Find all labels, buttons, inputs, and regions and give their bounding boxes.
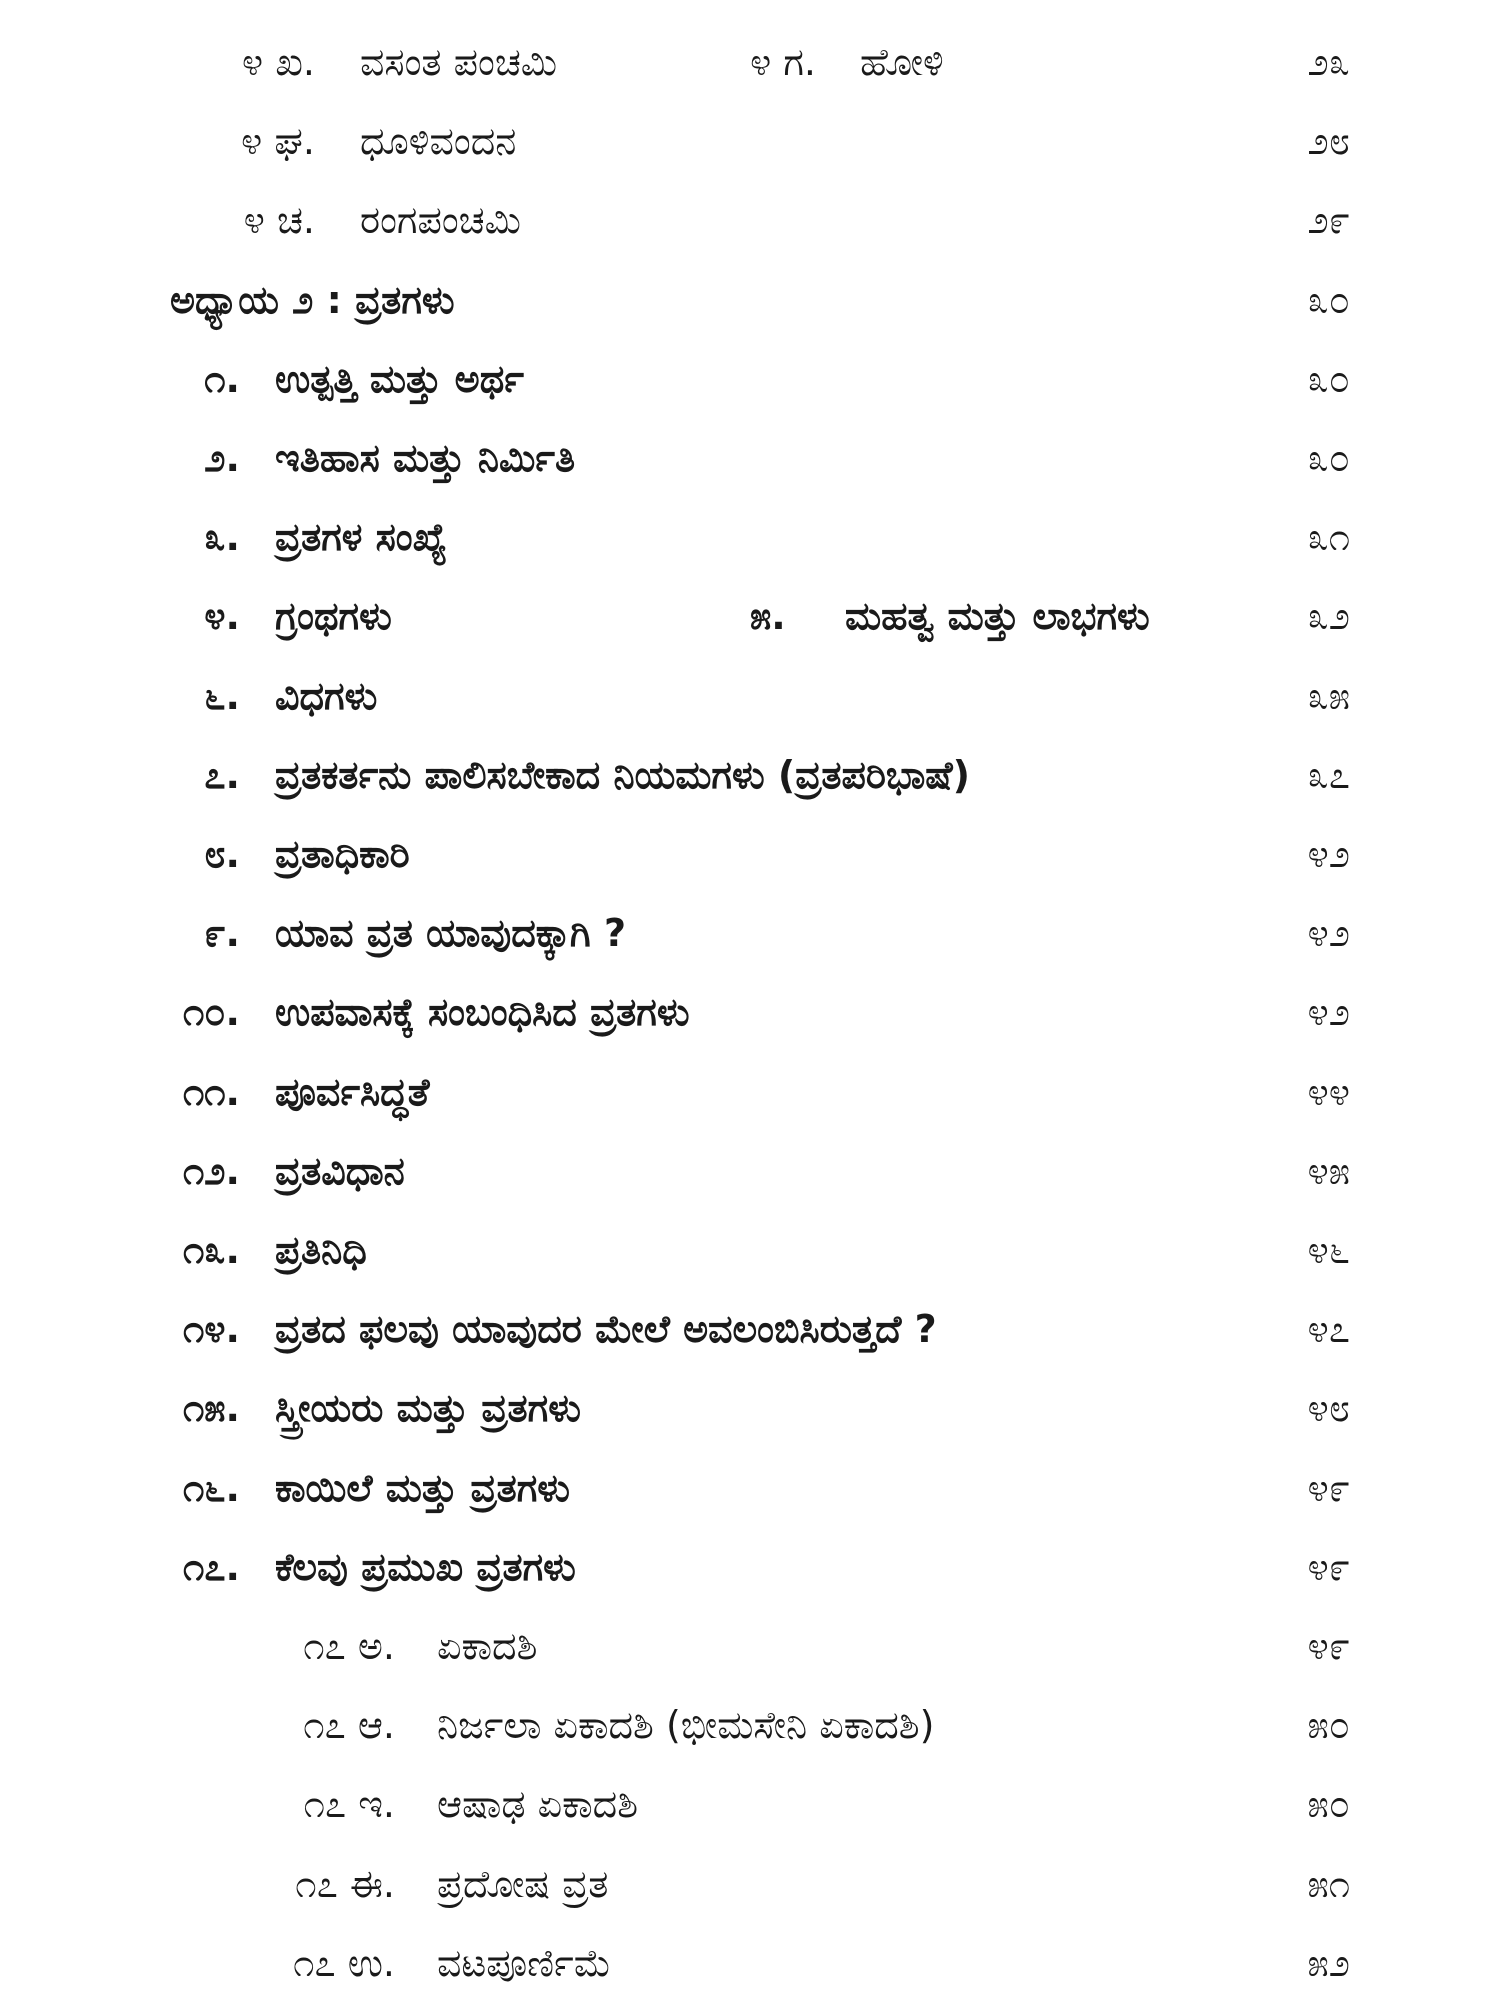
toc-entry-title: ಯಾವ ವ್ರತ ಯಾವುದಕ್ಕಾಗಿ ? [275,911,626,956]
toc-entry [0,497,1500,577]
toc-entry-page-number: ೩೦ [1307,356,1350,401]
toc-entry-title: ಕೆಲವು ಪ್ರಮುಖ ವ್ರತಗಳು [275,1544,576,1589]
toc-entry-page-number: ೨೮ [1307,119,1350,164]
toc-entry-number: ೨. [204,436,240,480]
toc-entry-page-number: ೪೨ [1307,832,1350,876]
toc-entry-title: ವಸಂತ ಪಂಚಮಿ [360,40,558,84]
toc-entry [0,339,1500,419]
toc-entry-title: ವಟಪೂರ್ಣಿಮೆ [437,1940,612,1985]
toc-entry-number: ೪ ಚ. [243,198,315,243]
toc-entry [0,1448,1500,1528]
toc-entry-page-number: ೪೮ [1307,1386,1350,1431]
toc-entry-title: ವಿಧಗಳು [275,673,378,718]
toc-entry-title: ಏಕಾದಶಿ [437,1624,538,1668]
toc-entry-title-secondary: ಮಹತ್ವ ಮತ್ತು ಲಾಭಗಳು [845,594,1150,639]
toc-entry-page-number: ೪೯ [1307,1544,1350,1589]
toc-entry-number: ೯. [204,911,240,956]
toc-entry-title: ವ್ರತಕರ್ತನು ಪಾಲಿಸಬೇಕಾದ ನಿಯಮಗಳು (ವ್ರತಪರಿಭಾಷೆ) [275,752,971,797]
toc-entry-page-number: ೩೨ [1307,594,1350,639]
toc-entry-number: ೧. [204,356,240,401]
toc-entry-number: ೮. [204,832,240,876]
toc-entry-number: ೧೨. [183,1148,240,1193]
toc-entry-title: ಆಷಾಢ ಏಕಾದಶಿ [437,1782,639,1827]
toc-entry-number: ೧೪. [183,1307,240,1352]
toc-entry-title: ಉತ್ಪತ್ತಿ ಮತ್ತು ಅರ್ಥ [275,356,524,401]
toc-entry-page-number: ೩೦ [1307,436,1350,480]
toc-entry-number: ೧೬. [183,1465,240,1510]
toc-entry-page-number: ೫೧ [1307,1861,1350,1906]
toc-entry-title: ಇತಿಹಾಸ ಮತ್ತು ನಿರ್ಮಿತಿ [275,436,576,480]
toc-entry [0,22,1500,102]
toc-entry-title: ಕಾಯಿಲೆ ಮತ್ತು ವ್ರತಗಳು [275,1465,571,1510]
toc-entry [0,1923,1500,2003]
toc-entry-number: ೧೫. [183,1386,240,1431]
toc-entry [0,1764,1500,1844]
toc-entry-page-number: ೩೭ [1307,752,1350,797]
toc-entry [0,735,1500,815]
toc-entry-page-number: ೫೦ [1307,1703,1350,1748]
toc-entry-page-number: ೪೪ [1307,1069,1350,1114]
toc-entry [0,893,1500,973]
toc-entry-title: ವ್ರತಗಳ ಸಂಖ್ಯೆ [275,515,448,560]
toc-entry [0,1131,1500,1211]
toc-entry-number-secondary: ೫. [750,594,786,639]
toc-entry-number: ೧೧. [183,1069,240,1114]
toc-entry-number-secondary: ೪ ಗ. [750,40,816,84]
toc-entry-title: ಗ್ರಂಥಗಳು [275,594,392,639]
toc-entry-number: ೧೩. [183,1228,240,1272]
toc-entry-title: ವ್ರತದ ಫಲವು ಯಾವುದರ ಮೇಲೆ ಅವಲಂಬಿಸಿರುತ್ತದೆ ? [275,1307,937,1352]
toc-entry [0,101,1500,181]
toc-entry-number: ೧೦. [183,990,240,1035]
toc-entry-number: ೪ ಖ. [241,40,315,84]
toc-entry-page-number: ೫೨ [1307,1940,1350,1985]
toc-entry-number: ೧೭ ಇ. [303,1782,395,1827]
toc-entry-number: ೧೭ ಅ. [303,1624,395,1668]
toc-entry-page-number: ೨೩ [1307,40,1350,84]
toc-entry-number: ೧೭ ಉ. [293,1940,395,1985]
toc-entry-page-number: ೪೭ [1307,1307,1350,1352]
toc-entry [0,180,1500,260]
toc-entry-page-number: ೪೬ [1307,1228,1350,1272]
toc-entry [0,418,1500,498]
toc-entry-title: ಪ್ರತಿನಿಧಿ [275,1228,367,1272]
toc-entry [0,576,1500,656]
toc-entry-page-number: ೩೫ [1307,673,1350,718]
toc-entry-page-number: ೩೧ [1307,515,1350,560]
toc-entry-number: ೧೭. [183,1544,240,1589]
toc-entry-number: ೧೭ ಈ. [295,1861,395,1906]
toc-entry-page-number: ೪೯ [1307,1624,1350,1668]
toc-entry-title: ಪ್ರದೋಷ ವ್ರತ [437,1861,609,1906]
toc-entry-number: ೭. [204,752,240,797]
toc-entry-page-number: ೨೯ [1307,198,1350,243]
toc-entry [0,1606,1500,1686]
toc-entry-title: ರಂಗಪಂಚಮಿ [360,198,521,243]
toc-entry [0,1289,1500,1369]
toc-entry-page-number: ೪೨ [1307,990,1350,1035]
toc-entry-title: ಉಪವಾಸಕ್ಕೆ ಸಂಬಂಧಿಸಿದ ವ್ರತಗಳು [275,990,690,1035]
toc-entry [0,260,1500,340]
toc-entry-title: ವ್ರತವಿಧಾನ [275,1148,405,1193]
toc-entry [0,656,1500,736]
toc-entry-page-number: ೪೯ [1307,1465,1350,1510]
toc-entry [0,814,1500,894]
toc-entry [0,1527,1500,1607]
toc-entry [0,1368,1500,1448]
toc-entry-title: ನಿರ್ಜಲಾ ಏಕಾದಶಿ (ಭೀಮಸೇನಿ ಏಕಾದಶಿ) [437,1703,935,1748]
toc-entry-page-number: ೩೦ [1307,277,1350,322]
toc-entry [0,1210,1500,1290]
toc-entry-number: ೬. [204,673,240,718]
chapter-heading: ಅಧ್ಯಾಯ ೨ : ವ್ರತಗಳು [170,277,455,322]
toc-entry [0,1052,1500,1132]
toc-entry-number: ೧೭ ಆ. [303,1703,395,1748]
toc-entry-title: ಪೂರ್ವಸಿದ್ಧತೆ [275,1069,430,1114]
toc-entry [0,1844,1500,1924]
toc-entry [0,972,1500,1052]
toc-entry-page-number: ೪೨ [1307,911,1350,956]
toc-entry-title: ಧೂಳಿವಂದನ [360,119,517,164]
toc-entry [0,1685,1500,1765]
toc-entry-page-number: ೪೫ [1307,1148,1350,1193]
toc-entry-page-number: ೫೦ [1307,1782,1350,1827]
toc-entry-title: ವ್ರತಾಧಿಕಾರಿ [275,832,410,876]
toc-entry-number: ೩. [204,515,240,560]
toc-entry-title-secondary: ಹೋಳಿ [860,40,944,84]
toc-entry-number: ೪. [204,594,240,639]
toc-entry-title: ಸ್ತ್ರೀಯರು ಮತ್ತು ವ್ರತಗಳು [275,1386,581,1431]
toc-entry-number: ೪ ಘ. [241,119,315,164]
